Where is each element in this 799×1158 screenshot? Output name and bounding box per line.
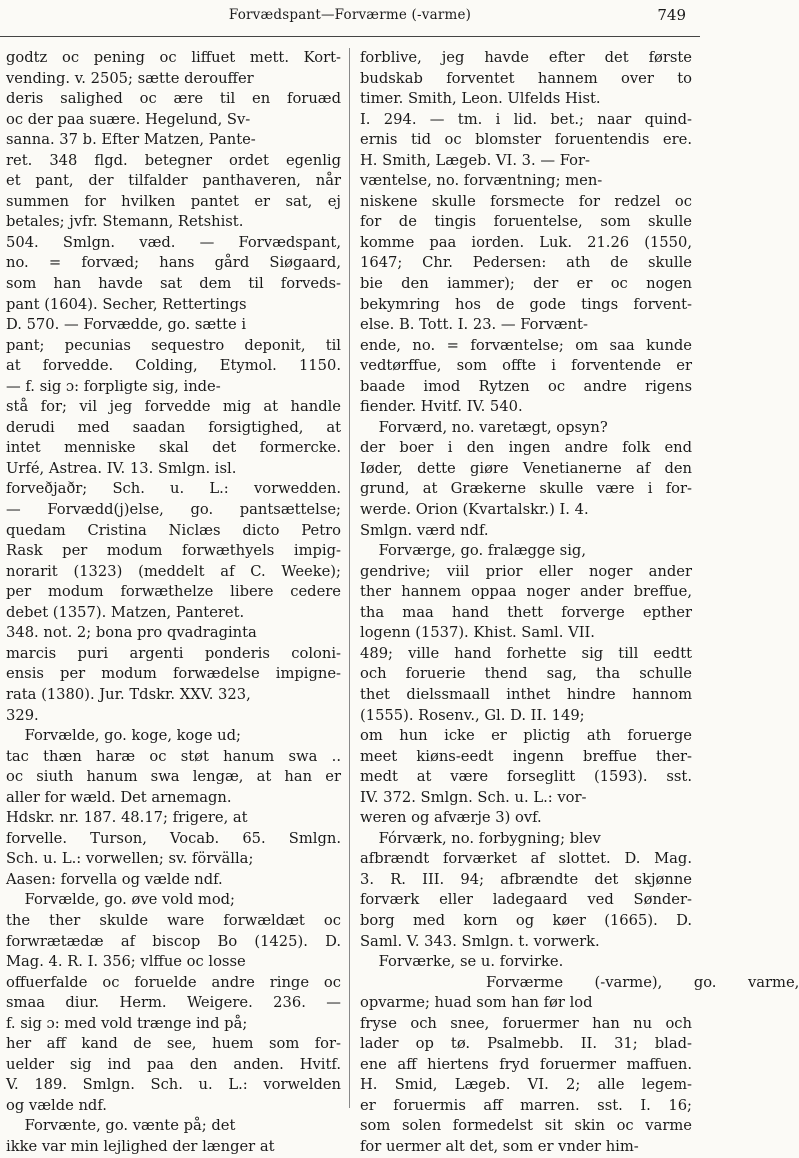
text-line: Aasen: forvella og vælde ndf. — [6, 870, 223, 888]
text-line: rata (1380). Jur. Tdskr. XXV. 323, — [6, 685, 251, 703]
text-line: bekymring hos de gode tings forvent- — [360, 295, 692, 313]
text-line: som han havde sat dem til forveds- — [6, 275, 341, 293]
text-line: vending. v. 2505; sætte derouffer — [6, 69, 254, 87]
text-line: thet dielssmaall inthet hindre hannom — [360, 685, 692, 703]
running-head: Forvædspant—Forværme (-varme) — [228, 7, 472, 23]
text-line: forværk eller ladegaard ved Sønder- — [360, 891, 692, 909]
text-line: the ther skulde ware forwældæt oc — [6, 911, 341, 929]
text-line: ikke var min lejlighed der længer at — [6, 1137, 275, 1155]
column-separator — [349, 48, 350, 1108]
text-line: else. B. Tott. I. 23. — Forvænt- — [360, 316, 588, 334]
text-line: forwrætædæ af biscop Bo (1425). D. — [6, 932, 341, 950]
text-line: som solen formedelst sit skin oc varme — [360, 1117, 692, 1135]
text-line: — f. sig ɔ: forpligte sig, inde- — [6, 377, 221, 395]
text-line: for de tingis foruentelse, som skulle — [360, 213, 692, 231]
text-line: er foruermis aff marren. sst. I. 16; — [360, 1096, 692, 1114]
text-line: forvelle. Turson, Vocab. 65. Smlgn. — [6, 829, 341, 847]
text-line: sanna. 37 b. Efter Matzen, Pante- — [6, 131, 256, 149]
text-line: Forvænte, go. vænte på; det — [6, 1117, 236, 1135]
text-line: I. 294. — tm. i lid. bet.; naar quind- — [360, 110, 692, 128]
text-line: Fórværk, no. forbygning; blev — [360, 829, 601, 847]
text-line: (1555). Rosenv., Gl. D. II. 149; — [360, 706, 585, 724]
page-header — [0, 7, 700, 29]
text-line: per modum forwæthelze libere cedere — [6, 583, 341, 601]
text-line: forblive, jeg havde efter det første — [360, 49, 692, 66]
text-line: 329. — [6, 706, 39, 724]
text-line: ende, no. = forvæntelse; om saa kunde — [360, 336, 692, 354]
text-line: om hun icke er plictig ath foruerge — [360, 727, 692, 745]
text-line: f. sig ɔ: med vold trænge ind på; — [6, 1014, 248, 1032]
text-line: Rask per modum forwæthyels impig- — [6, 542, 341, 560]
text-line: ene aff hiertens fryd foruermer maffuen. — [360, 1055, 692, 1073]
text-line: Forværge, go. fralægge sig, — [360, 542, 586, 560]
text-line: stå for; vil jeg forvedde mig at handle — [6, 398, 341, 416]
text-line: betales; jvfr. Stemann, Retshist. — [6, 213, 244, 231]
text-line: H. Smith, Lægeb. VI. 3. — For- — [360, 151, 590, 169]
text-line: gendrive; viil prior eller noger ander — [360, 562, 692, 580]
header-rule — [0, 36, 700, 37]
text-line: IV. 372. Smlgn. Sch. u. L.: vor- — [360, 788, 587, 806]
text-line: tha maa hand thett forverge epther — [360, 603, 692, 621]
text-line: medt at være forseglitt (1593). sst. — [360, 768, 692, 786]
text-line: godtz oc pening oc liffuet mett. Kort- — [6, 49, 341, 66]
text-line: marcis puri argenti ponderis coloni- — [6, 644, 341, 662]
right-column — [360, 48, 799, 1155]
text-line: baade imod Rytzen oc andre rigens — [360, 377, 692, 395]
text-line: summen for hvilken pantet er sat, ej — [6, 192, 341, 210]
text-line: Mag. 4. R. I. 356; vlffue oc losse — [6, 953, 246, 971]
text-line: 3. R. III. 94; afbrændte det skjønne — [360, 870, 692, 888]
text-line: smaa diur. Herm. Weigere. 236. — — [6, 994, 341, 1012]
text-line: Sch. u. L.: vorwellen; sv. förvälla; — [6, 850, 254, 868]
text-line: og vælde ndf. — [6, 1096, 107, 1114]
text-line: timer. Smith, Leon. Ulfelds Hist. — [360, 90, 601, 108]
text-line: offuerfalde oc foruelde andre ringe oc — [6, 973, 341, 991]
text-line: pant (1604). Secher, Rettertings — [6, 295, 247, 313]
text-line: derudi med saadan forsigtighed, at — [6, 418, 341, 436]
text-line: forveðjaðr; Sch. u. L.: vorwedden. — [6, 480, 341, 498]
text-line: komme paa iorden. Luk. 21.26 (1550, — [360, 233, 692, 251]
page-number: 749 — [657, 6, 686, 24]
text-line: Forvælde, go. øve vold mod; — [6, 891, 236, 909]
text-line: budskab forventet hannem over to — [360, 69, 692, 87]
text-line: afbrændt forværket af slottet. D. Mag. — [360, 850, 692, 868]
text-line: for uermer alt det, som er vnder him- — [360, 1137, 639, 1155]
text-line: weren og afværje 3) ovf. — [360, 809, 542, 827]
text-line: der boer i den ingen andre folk end — [360, 439, 692, 457]
text-line: och foruerie thend sag, tha schulle — [360, 665, 692, 683]
text-line: tac thæn haræ oc støt hanum swa .. — [6, 747, 341, 765]
text-line: Urfé, Astrea. IV. 13. Smlgn. isl. — [6, 459, 237, 477]
text-line: grund, at Grækerne skulle være i for- — [360, 480, 692, 498]
text-line: ret. 348 flgd. betegner ordet egenlig — [6, 151, 341, 169]
text-line: meet kiøns-eedt ingenn breffue ther- — [360, 747, 692, 765]
text-line: Saml. V. 343. Smlgn. t. vorwerk. — [360, 932, 600, 950]
text-line: vedtørffue, som offte i forventende er — [360, 357, 692, 375]
text-line: opvarme; huad som han før lod — [360, 994, 593, 1012]
text-line: et pant, der tilfalder panthaveren, når — [6, 172, 341, 190]
text-line: at forvedde. Colding, Etymol. 1150. — [6, 357, 341, 375]
text-line: aller for wæld. Det arnemagn. — [6, 788, 232, 806]
text-line: deris salighed oc ære til en foruæd — [6, 90, 341, 108]
text-line: werde. Orion (Kvartalskr.) I. 4. — [360, 501, 589, 519]
text-line: borg med korn og køer (1665). D. — [360, 911, 692, 929]
text-line: norarit (1323) (meddelt af C. Weeke); — [6, 562, 341, 580]
text-line: quedam Cristina Niclæs dicto Petro — [6, 521, 341, 539]
text-line: fiender. Hvitf. IV. 540. — [360, 398, 523, 416]
text-line: Forværme (-varme), go. varme, — [360, 973, 799, 991]
text-line: ther hannem oppaa noger ander breffue, — [360, 583, 692, 601]
text-line: niskene skulle forsmecte for redzel oc — [360, 192, 692, 210]
text-line: V. 189. Smlgn. Sch. u. L.: vorwelden — [6, 1076, 341, 1094]
text-line: H. Smid, Lægeb. VI. 2; alle legem- — [360, 1076, 692, 1094]
text-line: Forværd, no. varetægt, opsyn? — [360, 418, 608, 436]
text-line: lader op tø. Psalmebb. II. 31; blad- — [360, 1035, 692, 1053]
text-line: 489; ville hand forhette sig till eedtt — [360, 644, 692, 662]
text-line: Forværke, se u. forvirke. — [360, 953, 564, 971]
text-line: Forvælde, go. koge, koge ud; — [6, 727, 241, 745]
text-line: uelder sig ind paa den anden. Hvitf. — [6, 1055, 341, 1073]
text-line: 1647; Chr. Pedersen: ath de skulle — [360, 254, 692, 272]
text-line: væntelse, no. forvæntning; men- — [360, 172, 603, 190]
text-line: 348. not. 2; bona pro qvadraginta — [6, 624, 257, 642]
text-line: her aff kand de see, huem som for- — [6, 1035, 341, 1053]
text-line: pant; pecunias sequestro deponit, til — [6, 336, 341, 354]
text-line: Smlgn. værd ndf. — [360, 521, 489, 539]
text-line: logenn (1537). Khist. Saml. VII. — [360, 624, 595, 642]
text-line: 504. Smlgn. væd. — Forvædspant, — [6, 233, 341, 251]
text-line: bie den iammer); der er oc nogen — [360, 275, 692, 293]
text-line: no. = forvæd; hans gård Siøgaard, — [6, 254, 341, 272]
text-line: ernis tid oc blomster foruentendis ere. — [360, 131, 692, 149]
text-line: oc siuth hanum swa lengæ, at han er — [6, 768, 341, 786]
text-line: intet menniske skal det formercke. — [6, 439, 341, 457]
text-line: Hdskr. nr. 187. 48.17; frigere, at — [6, 809, 248, 827]
text-line: oc der paa suære. Hegelund, Sv- — [6, 110, 251, 128]
text-line: Iøder, dette giøre Venetianerne af den — [360, 459, 692, 477]
text-line: ensis per modum forwædelse impigne- — [6, 665, 341, 683]
text-line: debet (1357). Matzen, Panteret. — [6, 603, 245, 621]
text-line: D. 570. — Forvædde, go. sætte i — [6, 316, 247, 334]
text-line: fryse och snee, foruermer han nu och — [360, 1014, 692, 1032]
left-column — [6, 48, 341, 1155]
text-line: — Forvædd(j)else, go. pantsættelse; — [6, 501, 341, 519]
